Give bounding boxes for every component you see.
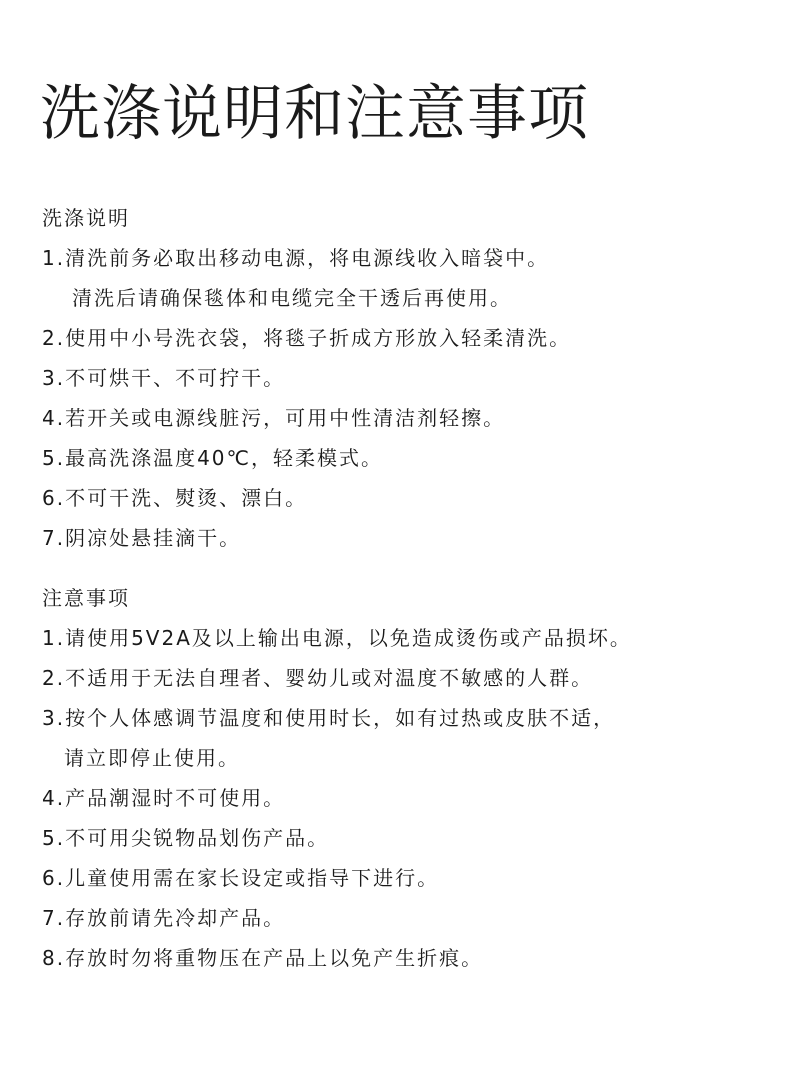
precaution-item: 4.产品潮湿时不可使用。 [42, 786, 286, 810]
precaution-item: 3.按个人体感调节温度和使用时长，如有过热或皮肤不适， [42, 706, 616, 730]
wash-item: 7.阴凉处悬挂滴干。 [42, 526, 242, 550]
wash-item: 4.若开关或电源线脏污，可用中性清洁剂轻擦。 [42, 406, 506, 430]
wash-item: 5.最高洗涤温度40℃，轻柔模式。 [42, 446, 383, 470]
wash-item: 6.不可干洗、熨烫、漂白。 [42, 486, 308, 510]
precaution-item: 5.不可用尖锐物品划伤产品。 [42, 826, 330, 850]
washing-instructions-section [42, 198, 571, 558]
wash-item: 1.清洗前务必取出移动电源，将电源线收入暗袋中。 [42, 246, 550, 270]
page-title: 洗涤说明和注意事项 [40, 79, 589, 149]
wash-item: 3.不可烘干、不可拧干。 [42, 366, 286, 390]
precaution-item: 7.存放前请先冷却产品。 [42, 906, 286, 930]
precautions-section [42, 578, 632, 978]
wash-item-continuation: 清洗后请确保毯体和电缆完全干透后再使用。 [72, 286, 512, 310]
wash-item: 2.使用中小号洗衣袋，将毯子折成方形放入轻柔清洗。 [42, 326, 572, 350]
precaution-item: 2.不适用于无法自理者、婴幼儿或对温度不敏感的人群。 [42, 666, 594, 690]
precaution-item: 6.儿童使用需在家长设定或指导下进行。 [42, 866, 440, 890]
precautions-heading: 注意事项 [42, 586, 130, 610]
precaution-item: 8.存放时勿将重物压在产品上以免产生折痕。 [42, 946, 484, 970]
precaution-item-continuation: 请立即停止使用。 [64, 746, 240, 770]
precaution-item: 1.请使用5V2A及以上输出电源，以免造成烫伤或产品损坏。 [42, 626, 632, 650]
washing-instructions-heading: 洗涤说明 [42, 206, 130, 230]
